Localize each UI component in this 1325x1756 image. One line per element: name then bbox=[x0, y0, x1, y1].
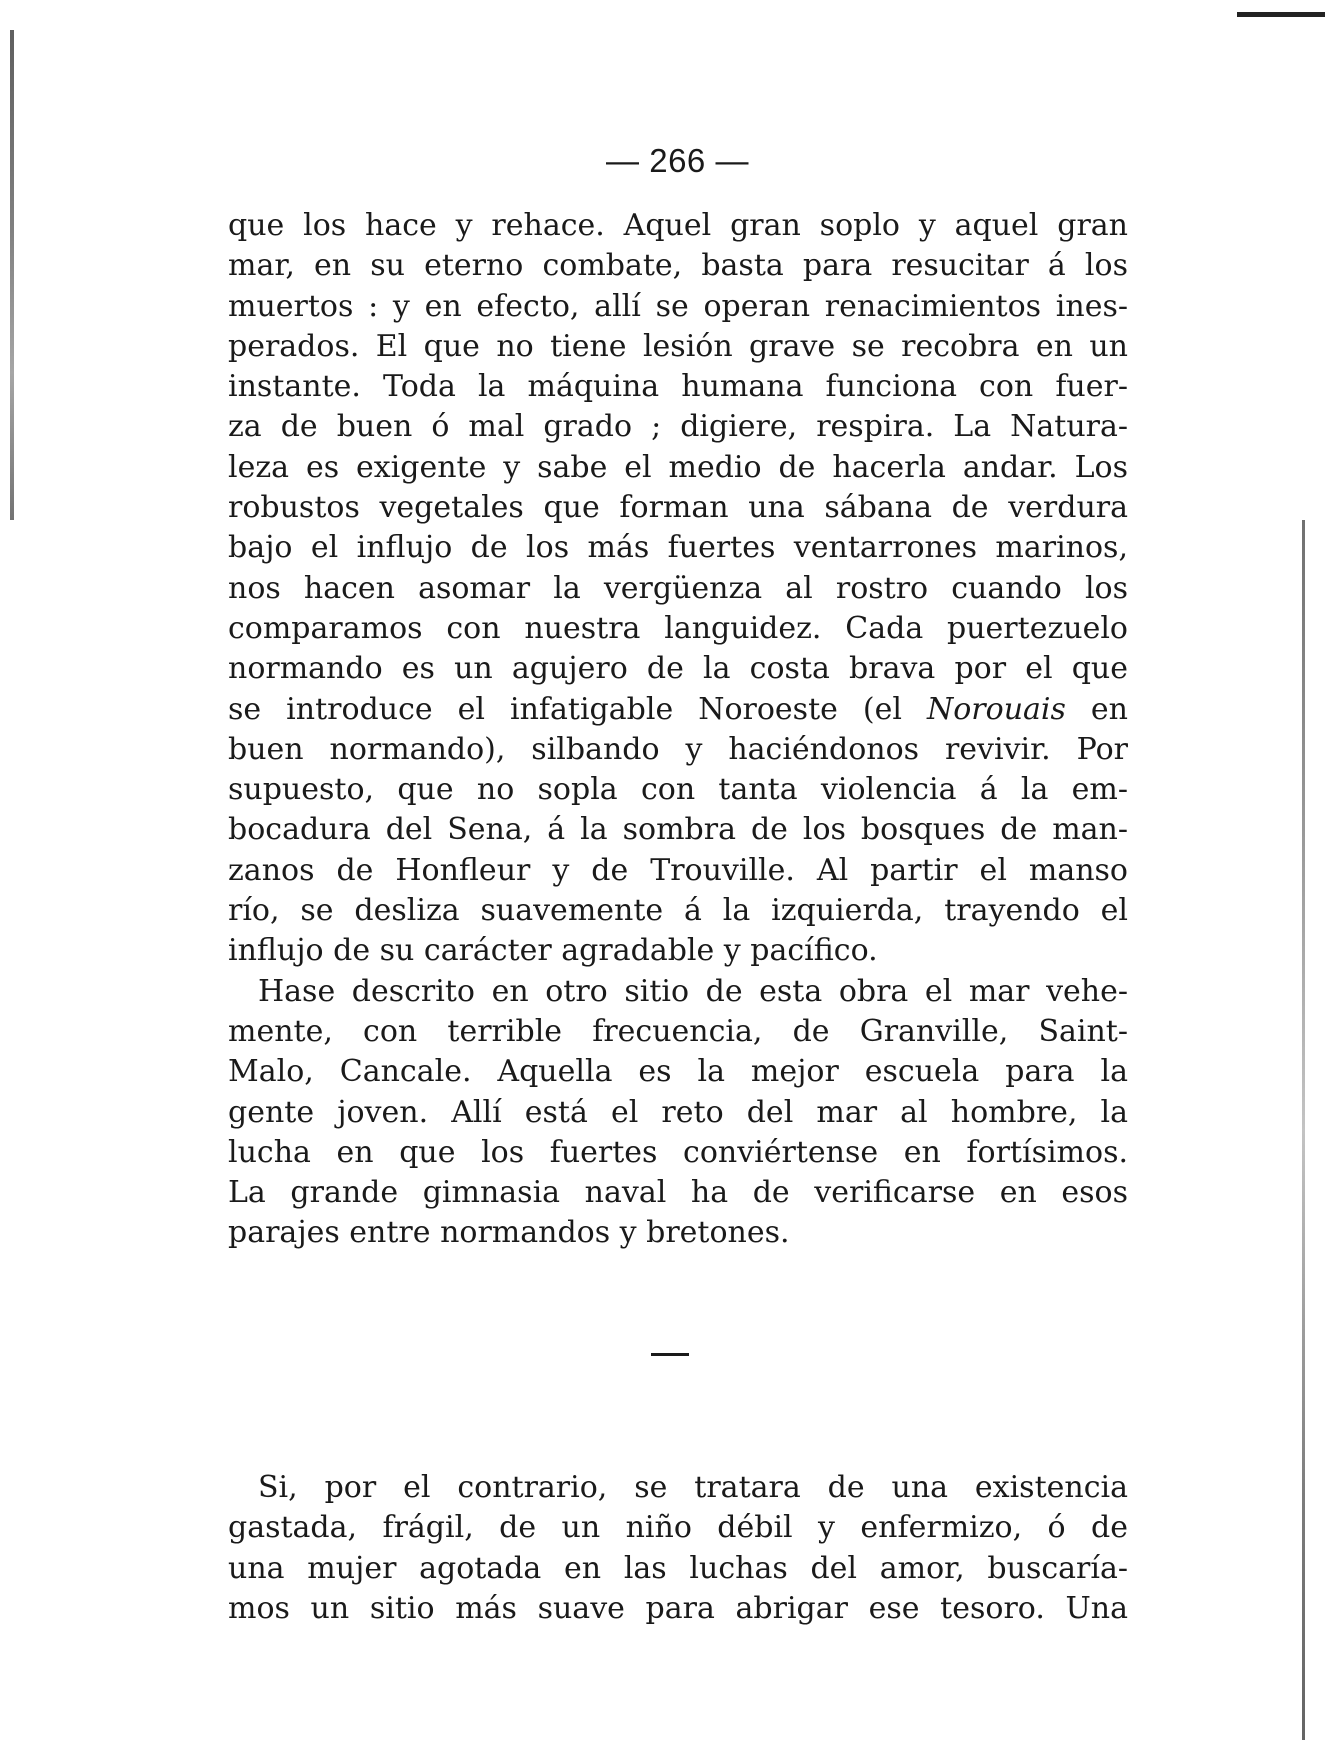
text-line: supuesto, que no sopla con tanta violencia á la em- bbox=[228, 772, 1128, 808]
text-line: Hase descrito en otro sitio de esta obra el mar vehe- bbox=[258, 973, 1128, 1009]
text-line: parajes entre normandos y bretones. bbox=[228, 1215, 790, 1251]
text-line: influjo de su carácter agradable y pacífico. bbox=[228, 933, 878, 969]
text-line: instante. Toda la máquina humana funciona con fuer- bbox=[228, 369, 1128, 405]
text-line: Malo, Cancale. Aquella es la mejor escuela para la bbox=[228, 1054, 1128, 1090]
text-line: bajo el influjo de los más fuertes ventarrones marinos, bbox=[228, 530, 1128, 566]
text-line: normando es un agujero de la costa brava por el que bbox=[228, 651, 1128, 687]
text-line: robustos vegetales que forman una sábana de verdura bbox=[228, 490, 1128, 526]
text-line: gastada, frágil, de un niño débil y enfermizo, ó de bbox=[228, 1510, 1128, 1546]
text-line: Si, por el contrario, se tratara de una existencia bbox=[258, 1470, 1128, 1505]
paragraph-2 bbox=[228, 972, 1128, 1254]
text-line: río, se desliza suavemente á la izquierda, trayendo el bbox=[228, 893, 1128, 929]
text-line: nos hacen asomar la vergüenza al rostro cuando los bbox=[228, 570, 1128, 606]
page-number: — 266 — bbox=[606, 142, 749, 179]
text-line: lucha en que los fuertes conviértense en fortísimos. bbox=[228, 1134, 1128, 1170]
scan-mark-top-right bbox=[1237, 12, 1325, 17]
text-line: mos un sitio más suave para abrigar ese tesoro. Una bbox=[228, 1590, 1128, 1626]
text-line: que los hace y rehace. Aquel gran soplo y aquel gran bbox=[228, 208, 1128, 243]
text-block-top bbox=[228, 206, 1128, 1254]
text-line: zanos de Honfleur y de Trouville. Al partir el manso bbox=[228, 852, 1128, 888]
text-line: mar, en su eterno combate, basta para resucitar á los bbox=[228, 248, 1128, 284]
text-line: muertos : y en efecto, allí se operan renacimientos ines- bbox=[228, 288, 1128, 324]
text-line: comparamos con nuestra languidez. Cada puertezuelo bbox=[228, 610, 1128, 646]
text-line: se introduce el infatigable Noroeste (el Norouais en bbox=[228, 691, 1128, 727]
paragraph-1 bbox=[228, 206, 1128, 972]
paragraph-3 bbox=[228, 1468, 1128, 1629]
text-line: bocadura del Sena, á la sombra de los bosques de man- bbox=[228, 812, 1128, 848]
italic-word: Norouais bbox=[926, 691, 1066, 727]
text-block-bottom bbox=[228, 1468, 1128, 1629]
text-line: perados. El que no tiene lesión grave se recobra en un bbox=[228, 328, 1128, 364]
scan-edge-left bbox=[10, 30, 14, 520]
text-line: leza es exigente y sabe el medio de hacerla andar. Los bbox=[228, 449, 1128, 485]
text-line: mente, con terrible frecuencia, de Granville, Saint- bbox=[228, 1013, 1128, 1049]
section-divider bbox=[651, 1353, 689, 1356]
text-line: buen normando), silbando y haciéndonos revivir. Por bbox=[228, 731, 1128, 767]
text-line: una mujer agotada en las luchas del amor, buscaría- bbox=[228, 1550, 1128, 1586]
text-line: za de buen ó mal grado ; digiere, respira. La Natura- bbox=[228, 409, 1128, 445]
scan-edge-right bbox=[1302, 520, 1305, 1740]
text-line: gente joven. Allí está el reto del mar al hombre, la bbox=[228, 1094, 1128, 1130]
text-line: La grande gimnasia naval ha de verificarse en esos bbox=[228, 1175, 1128, 1211]
